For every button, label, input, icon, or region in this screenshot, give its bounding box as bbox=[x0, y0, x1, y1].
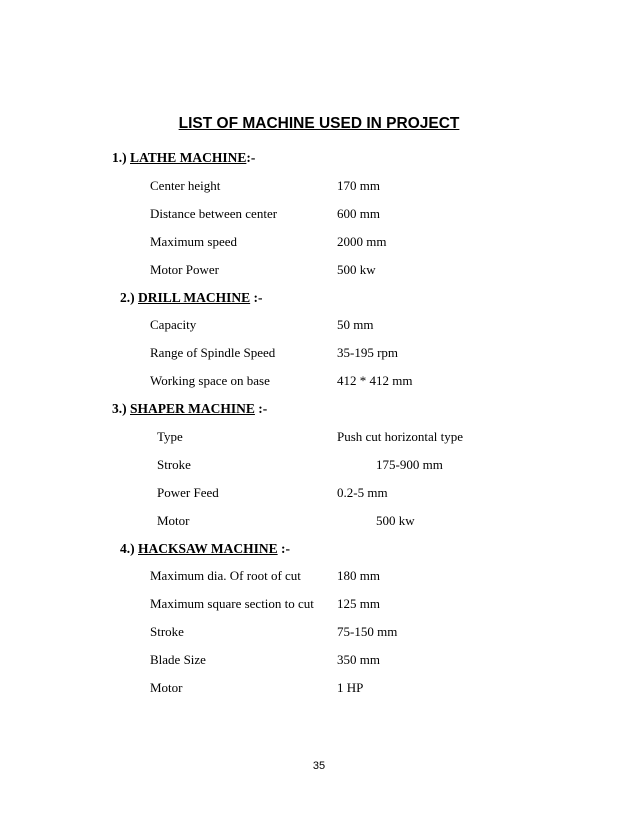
spec-value: 0.2-5 mm bbox=[337, 485, 388, 500]
spec-value: 75-150 mm bbox=[337, 624, 398, 639]
section-suffix: :- bbox=[277, 541, 291, 556]
spec-value: 350 mm bbox=[337, 652, 380, 667]
spec-label: Motor Power bbox=[150, 262, 219, 277]
spec-label: Capacity bbox=[150, 317, 197, 332]
section-heading-lathe bbox=[112, 150, 255, 166]
spec-label: Type bbox=[157, 429, 183, 444]
spec-label: Motor bbox=[150, 680, 183, 695]
section-suffix: :- bbox=[250, 290, 263, 305]
spec-value: 500 kw bbox=[376, 513, 415, 528]
spec-value: 180 mm bbox=[337, 568, 380, 583]
spec-value: 50 mm bbox=[337, 317, 374, 332]
spec-label: Maximum dia. Of root of cut bbox=[150, 568, 301, 583]
section-number: 2.) bbox=[120, 290, 135, 305]
spec-label: Stroke bbox=[150, 624, 184, 639]
spec-label: Motor bbox=[157, 513, 190, 528]
spec-value: 35-195 rpm bbox=[337, 345, 399, 360]
section-number: 1.) bbox=[112, 150, 127, 165]
spec-value: Push cut horizontal type bbox=[337, 429, 464, 444]
spec-label: Power Feed bbox=[157, 485, 219, 500]
section-name: SHAPER MACHINE bbox=[130, 401, 255, 416]
spec-label: Working space on base bbox=[150, 373, 270, 388]
spec-value: 125 mm bbox=[337, 596, 380, 611]
spec-value: 1 HP bbox=[337, 680, 364, 695]
spec-value: 600 mm bbox=[337, 206, 380, 221]
spec-label: Center height bbox=[150, 178, 221, 193]
spec-label: Maximum speed bbox=[150, 234, 238, 249]
spec-label: Distance between center bbox=[150, 206, 278, 221]
section-heading-shaper bbox=[112, 401, 267, 417]
section-suffix: :- bbox=[246, 150, 256, 165]
section-name: HACKSAW MACHINE bbox=[138, 541, 278, 556]
spec-value: 500 kw bbox=[337, 262, 376, 277]
section-number: 3.) bbox=[112, 401, 127, 416]
section-heading-hacksaw bbox=[120, 541, 290, 557]
section-heading-drill bbox=[120, 290, 263, 306]
spec-label: Blade Size bbox=[150, 652, 206, 667]
spec-value: 175-900 mm bbox=[376, 457, 443, 472]
section-name: LATHE MACHINE bbox=[130, 150, 247, 165]
spec-value: 170 mm bbox=[337, 178, 380, 193]
section-suffix: :- bbox=[254, 401, 268, 416]
spec-value: 412 * 412 mm bbox=[337, 373, 413, 388]
page-title: LIST OF MACHINE USED IN PROJECT bbox=[178, 115, 460, 132]
spec-label: Range of Spindle Speed bbox=[150, 345, 276, 360]
spec-label: Stroke bbox=[157, 457, 191, 472]
spec-value: 2000 mm bbox=[337, 234, 387, 249]
section-number: 4.) bbox=[120, 541, 135, 556]
section-name: DRILL MACHINE bbox=[138, 290, 251, 305]
page-number: 35 bbox=[312, 760, 326, 772]
spec-label: Maximum square section to cut bbox=[150, 596, 314, 611]
